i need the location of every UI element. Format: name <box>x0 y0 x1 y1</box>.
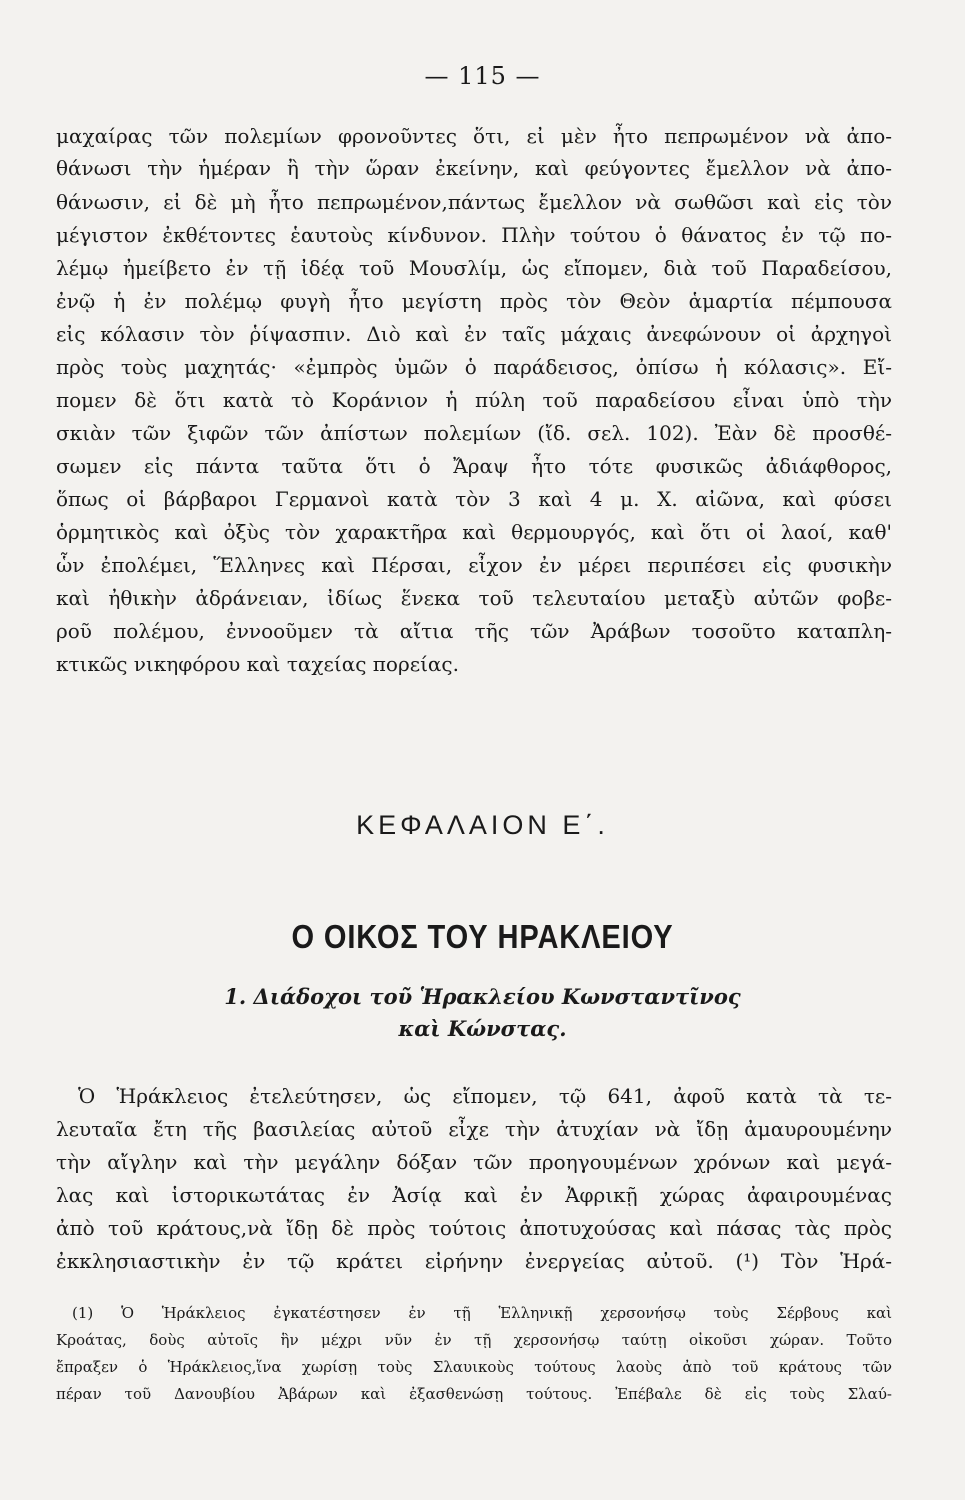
text-line: ὧν ἐπολέμει, Ἕλληνες καὶ Πέρσαι, εἶχον ἐν μέρει περιπέσει εἰς φυσικὴν <box>56 553 892 577</box>
text-line: κτικῶς νικηφόρου καὶ ταχείας πορείας. <box>56 652 459 676</box>
footnote-line: ἔπραξεν ὁ Ἡράκλειος,ἵνα χωρίσῃ τοὺς Σλαυικοὺς τούτους λαοὺς ἀπὸ τοῦ κράτους τῶν <box>56 1358 892 1376</box>
text-line: πομεν δὲ ὅτι κατὰ τὸ Κοράνιον ἡ πύλη τοῦ παραδείσου εἶναι ὑπὸ τὴν <box>56 388 892 412</box>
text-line: μαχαίρας τῶν πολεμίων φρονοῦντες ὅτι, εἰ μὲν ἦτο πεπρωμένον νὰ ἀπο- <box>56 124 892 148</box>
section-heading-line: 1. Διάδοχοι τοῦ Ἡρακλείου Κωνσταντῖνος <box>224 984 741 1009</box>
text-line: λέμῳ ἠμείβετο ἐν τῇ ἰδέᾳ τοῦ Μουσλίμ, ὡς εἴπομεν, διὰ τοῦ Παραδείσου, <box>56 256 892 280</box>
text-line: θάνωσι τὴν ἡμέραν ἢ τὴν ὥραν ἐκείνην, καὶ φεύγοντες ἔμελλον νὰ ἀπο- <box>56 156 892 180</box>
page-number: — 115 — <box>424 62 541 90</box>
text-line: λας καὶ ἱστορικωτάτας ἐν Ἀσίᾳ καὶ ἐν Ἀφρικῇ χώρας ἀφαιρουμένας <box>56 1183 892 1207</box>
footnote-line: Κροάτας, δοὺς αὐτοῖς ἣν μέχρι νῦν ἐν τῇ χερσονήσῳ ταύτῃ οἰκοῦσι χώραν. Τοῦτο <box>56 1331 892 1349</box>
text-line: ροῦ πολέμου, ἐννοοῦμεν τὰ αἴτια τῆς τῶν Ἀράβων τοσοῦτο καταπλη- <box>56 619 892 643</box>
chapter-label: ΚΕΦΑΛΑΙΟΝ Ε΄. <box>356 810 609 840</box>
text-line: καὶ ἠθικὴν ἀδράνειαν, ἰδίως ἕνεκα τοῦ τελευταίου μεταξὺ αὐτῶν φοβε- <box>56 586 892 610</box>
text-line: Ὁ Ἡράκλειος ἐτελεύτησεν, ὡς εἴπομεν, τῷ 641, ἀφοῦ κατὰ τὰ τε- <box>78 1084 892 1108</box>
text-line: σκιὰν τῶν ξιφῶν τῶν ἀπίστων πολεμίων (ἴδ. σελ. 102). Ἐὰν δὲ προσθέ- <box>56 421 892 445</box>
text-line: θάνωσιν, εἰ δὲ μὴ ἦτο πεπρωμένον,πάντως ἔμελλον νὰ σωθῶσι καὶ εἰς τὸν <box>56 190 892 214</box>
text-line: εἰς κόλασιν τὸν ῥίψασπιν. Διὸ καὶ ἐν ταῖς μάχαις ἀνεφώνουν οἱ ἀρχηγοὶ <box>56 322 892 346</box>
text-line: πρὸς τοὺς μαχητάς· «ἐμπρὸς ὑμῶν ὁ παράδεισος, ὀπίσω ἡ κόλασις». Εἴ- <box>56 355 892 379</box>
chapter-title: Ο ΟΙΚΟΣ ΤΟΥ ΗΡΑΚΛΕΙΟΥ <box>291 918 674 955</box>
text-line: λευταῖα ἔτη τῆς βασιλείας αὐτοῦ εἶχε τὴν ἀτυχίαν νὰ ἴδῃ ἀμαυρουμένην <box>56 1117 892 1141</box>
text-line: σωμεν εἰς πάντα ταῦτα ὅτι ὁ Ἄραψ ἦτο τότε φυσικῶς ἀδιάφθορος, <box>56 454 892 478</box>
footnote-line: πέραν τοῦ Δανουβίου Ἀβάρων καὶ ἐξασθενώσῃ τούτους. Ἐπέβαλε δὲ εἰς τοὺς Σλαύ- <box>56 1385 892 1403</box>
text-line: ἐκκλησιαστικὴν ἐν τῷ κράτει εἰρήνην ἐνεργείας αὐτοῦ. (¹) Τὸν Ἡρά- <box>56 1249 892 1273</box>
text-line: ἐνῷ ἡ ἐν πολέμῳ φυγὴ ἦτο μεγίστη πρὸς τὸν Θεὸν ἁμαρτία πέμπουσα <box>56 289 892 313</box>
text-line: ἀπὸ τοῦ κράτους,νὰ ἴδῃ δὲ πρὸς τούτοις ἀποτυχούσας καὶ πάσας τὰς πρὸς <box>56 1216 892 1240</box>
text-line: ὁρμητικὸς καὶ ὀξὺς τὸν χαρακτῆρα καὶ θερμουργός, καὶ ὅτι οἱ λαοί, καθ' <box>56 520 892 544</box>
section-heading-line: καὶ Κώνστας. <box>398 1016 567 1041</box>
text-line: τὴν αἴγλην καὶ τὴν μεγάλην δόξαν τῶν προηγουμένων χρόνων καὶ μεγά- <box>56 1150 892 1174</box>
text-line: ὅπως οἱ βάρβαροι Γερμανοὶ κατὰ τὸν 3 καὶ 4 μ. Χ. αἰῶνα, καὶ φύσει <box>56 487 892 511</box>
text-line: μέγιστον ἐκθέτοντες ἑαυτοὺς κίνδυνον. Πλὴν τούτου ὁ θάνατος ἐν τῷ πο- <box>56 223 892 247</box>
footnote-line: (1) Ὁ Ἡράκλειος ἐγκατέστησεν ἐν τῇ Ἑλληνικῇ χερσονήσῳ τοὺς Σέρβους καὶ <box>72 1304 892 1322</box>
